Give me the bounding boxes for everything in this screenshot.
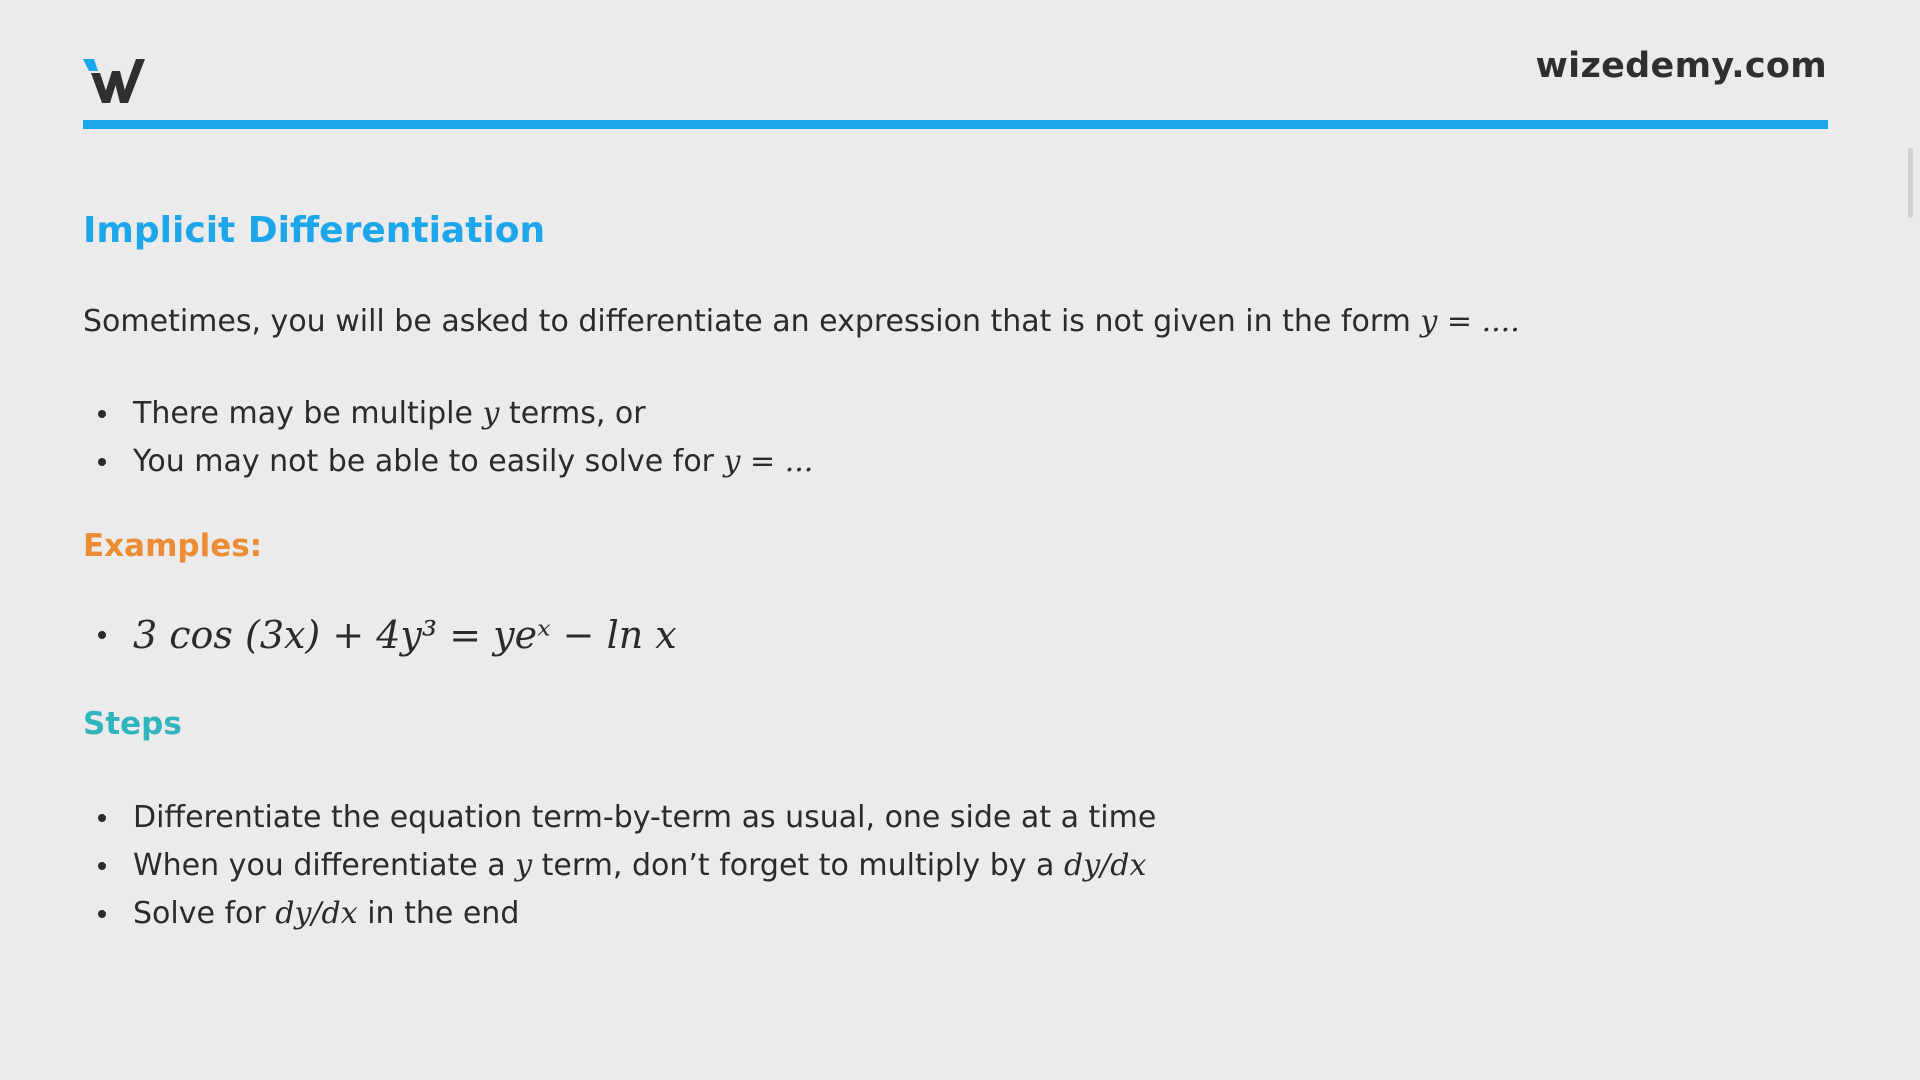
intro-math: y = ....	[1420, 304, 1520, 339]
case-text: You may not be able to easily solve for	[133, 444, 724, 479]
step-text: When you differentiate a	[133, 848, 516, 883]
case-text-after: terms, or	[499, 396, 646, 431]
step-math-2: dy/dx	[1063, 848, 1147, 883]
examples-list	[83, 610, 677, 660]
list-item	[83, 610, 677, 660]
steps-heading: Steps	[83, 706, 182, 742]
site-name: wizedemy.com	[1535, 46, 1827, 86]
list-item	[83, 390, 813, 438]
step-math: y	[515, 848, 533, 883]
step-text-after: in the end	[357, 896, 520, 931]
list-item	[83, 794, 1156, 842]
list-item	[83, 438, 813, 486]
case-math: y = ...	[723, 444, 814, 479]
examples-heading: Examples:	[83, 528, 263, 564]
case-text: There may be multiple	[133, 396, 483, 431]
steps-list	[83, 794, 1156, 938]
step-text: Differentiate the equation term-by-term as usual, one side at a time	[133, 800, 1157, 835]
step-text-after: term, don’t forget to multiply by a	[532, 848, 1064, 883]
scrollbar-thumb[interactable]	[1908, 148, 1913, 218]
wizedemy-logo-icon	[83, 59, 145, 103]
example-equation: 3 cos (3x) + 4y³ = yeˣ − ln x	[133, 613, 677, 657]
case-math: y	[482, 396, 500, 431]
step-math: dy/dx	[275, 896, 358, 931]
list-item	[83, 842, 1156, 890]
cases-list	[83, 390, 813, 486]
intro-paragraph	[83, 304, 1520, 339]
page-title: Implicit Differentiation	[83, 210, 546, 251]
step-text: Solve for	[133, 896, 276, 931]
list-item	[83, 890, 1156, 938]
header-divider	[83, 120, 1828, 129]
intro-text: Sometimes, you will be asked to differentiate an expression that is not given in the form	[83, 304, 1421, 339]
